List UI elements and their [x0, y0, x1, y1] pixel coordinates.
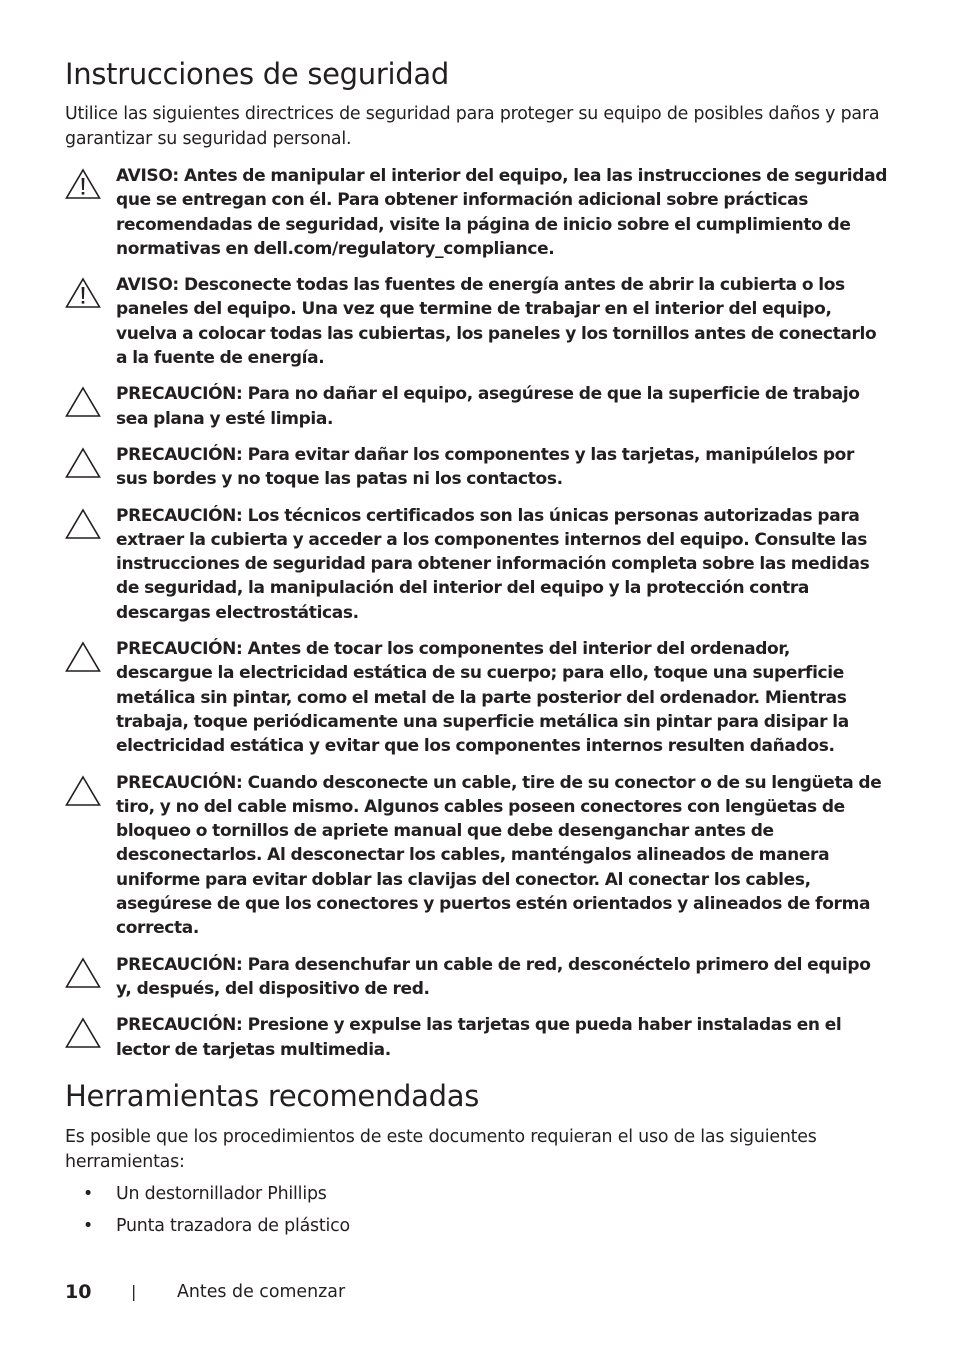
tools-list	[65, 1181, 890, 1245]
caution-icon	[65, 1017, 101, 1049]
notice-text: PRECAUCIÓN: Para desenchufar un cable de red, desconéctelo primero del equipo y, después, del dispositivo de red.	[116, 954, 871, 999]
caution-notice	[65, 771, 890, 941]
list-item	[65, 1181, 890, 1213]
tool-name: Punta trazadora de plástico	[116, 1216, 350, 1236]
caution-notice	[65, 382, 890, 431]
notice-text: PRECAUCIÓN: Antes de tocar los componentes del interior del ordenador, descargue la electricidad estática de su cuerpo; para ello, toque una superficie metálica sin pintar, como el metal de la parte posterior del ordenador. Mientras trabaja, toque periódicamente una superficie metálica sin pintar para disipar la electricidad estática y evitar que los componentes internos resulten dañados.	[116, 639, 849, 757]
warning-icon	[65, 277, 101, 309]
caution-icon	[65, 508, 101, 540]
section-title-tools: Herramientas recomendadas	[65, 1079, 480, 1113]
notice-text: PRECAUCIÓN: Cuando desconecte un cable, tire de su conector o de su lengüeta de tiro, y no del cable mismo. Algunos cables poseen conectores con lengüetas de bloqueo o tornillos de apriete manual que debe desenganchar antes de desconectarlos. Al desconectar los cables, manténgalos alineados de manera uniforme para evitar doblar las clavijas del conector. Al conectar los cables, asegúrese de que los conectores y puertos estén orientados y alineados de forma correcta.	[116, 772, 882, 939]
tool-name: Un destornillador Phillips	[116, 1184, 327, 1204]
notice-text: PRECAUCIÓN: Para no dañar el equipo, asegúrese de que la superficie de trabajo sea plana y esté limpia.	[116, 384, 860, 429]
tools-intro: Es posible que los procedimientos de este documento requieran el uso de las siguientes herramientas:	[65, 1127, 817, 1172]
caution-notice	[65, 953, 890, 1002]
list-item	[65, 1213, 890, 1245]
bullet-icon: •	[83, 1216, 94, 1236]
section-title-safety: Instrucciones de seguridad	[65, 57, 449, 91]
caution-notice	[65, 1013, 890, 1062]
caution-icon	[65, 386, 101, 418]
page-number: 10	[65, 1281, 92, 1303]
footer-separator: |	[131, 1282, 137, 1301]
caution-icon	[65, 641, 101, 673]
notice-text: AVISO: Antes de manipular el interior del equipo, lea las instrucciones de seguridad que se entregan con él. Para obtener información adicional sobre prácticas recomendadas de seguridad, visite la página de inicio sobre el cumplimiento de normativas en dell.com/regulatory_compliance.	[116, 166, 888, 259]
notice-list	[65, 164, 890, 1074]
notice-text: PRECAUCIÓN: Los técnicos certificados son las únicas personas autorizadas para extraer la cubierta y acceder a los componentes internos del equipo. Consulte las instrucciones de seguridad para obtener información completa sobre las medidas de seguridad, la manipulación del interior del equipo y la protección contra descargas electrostáticas.	[116, 505, 870, 623]
caution-icon	[65, 957, 101, 989]
caution-icon	[65, 775, 101, 807]
page-footer	[65, 1278, 890, 1306]
warning-notice	[65, 164, 890, 261]
caution-notice	[65, 504, 890, 625]
chapter-name: Antes de comenzar	[177, 1282, 346, 1302]
caution-notice	[65, 637, 890, 758]
safety-intro: Utilice las siguientes directrices de seguridad para proteger su equipo de posibles daños y para garantizar su seguridad personal.	[65, 104, 880, 149]
warning-notice	[65, 273, 890, 370]
caution-notice	[65, 443, 890, 492]
notice-text: PRECAUCIÓN: Para evitar dañar los componentes y las tarjetas, manipúlelos por sus bordes y no toque las patas ni los contactos.	[116, 444, 855, 490]
notice-text: AVISO: Desconecte todas las fuentes de energía antes de abrir la cubierta o los paneles del equipo. Una vez que termine de trabajar en el interior del equipo, vuelva a colocar todas las cubiertas, los paneles y los tornillos antes de conectarlo a la fuente de energía.	[116, 275, 877, 369]
warning-icon	[65, 168, 101, 200]
bullet-icon: •	[83, 1184, 94, 1204]
caution-icon	[65, 447, 101, 479]
notice-text: PRECAUCIÓN: Presione y expulse las tarjetas que pueda haber instaladas en el lector de tarjetas multimedia.	[116, 1015, 842, 1060]
